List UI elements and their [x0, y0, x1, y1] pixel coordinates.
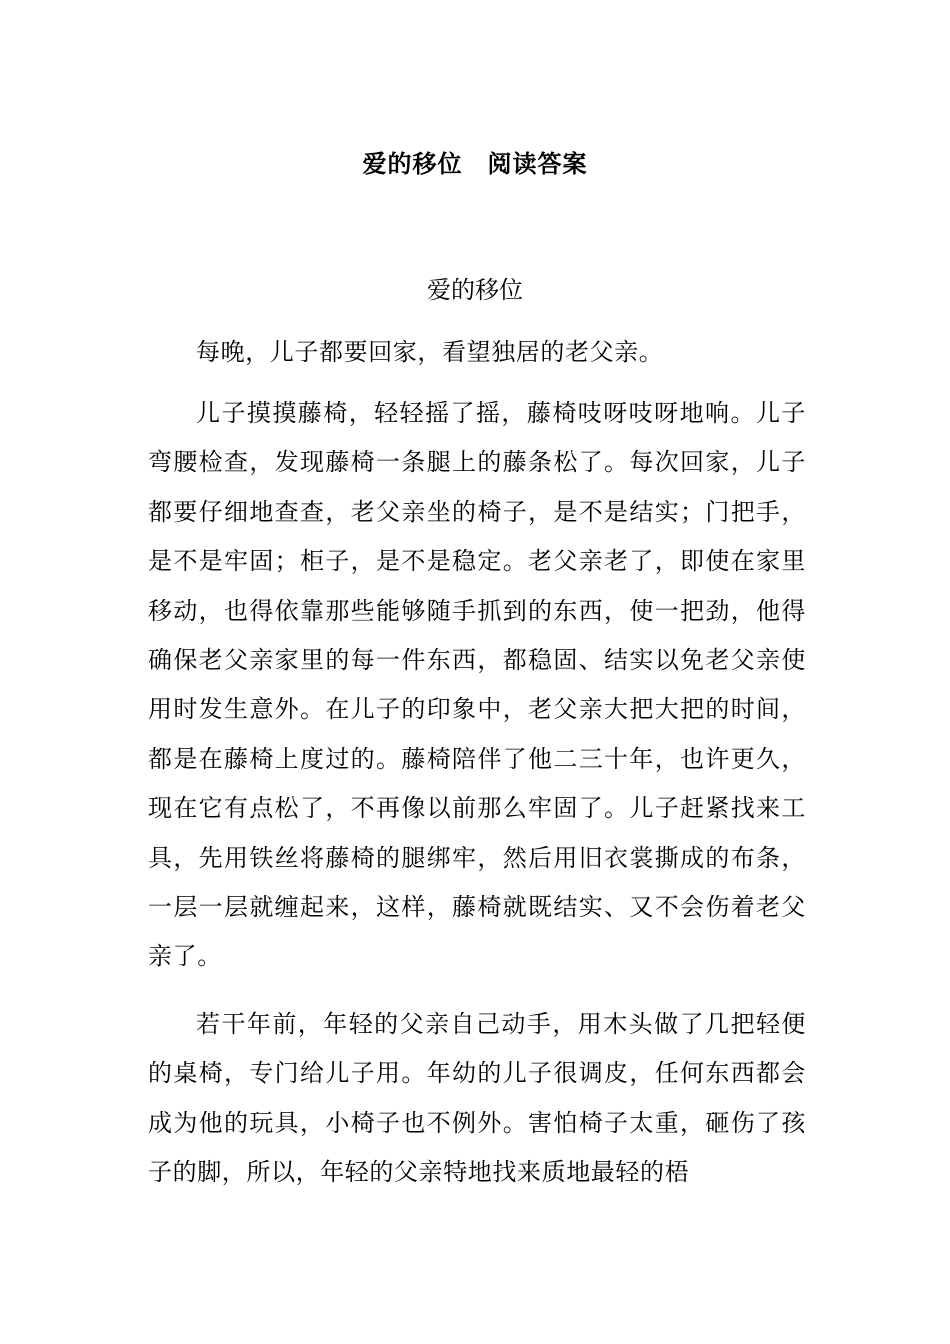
article-title: 爱的移位	[427, 276, 523, 304]
paragraph-2: 儿子摸摸藤椅，轻轻摇了摇，藤椅吱呀吱呀地响。儿子弯腰检查，发现藤椅一条腿上的藤条松了。每次回家，儿子都要仔细地查查，老父亲坐的椅子，是不是结实；门把手，是不是牢固；柜子，是不是稳定。老父亲老了，即使在家里移动，也得依靠那些能够随手抓到的东西，使一把劲，他得确保老父亲家里的每一件东西，都稳固、结实以免老父亲使用时发生意外。在儿子的印象中，老父亲大把大把的时间，都是在藤椅上度过的。藤椅陪伴了他二三十年，也许更久，现在它有点松了，不再像以前那么牢固了。儿子赶紧找来工具，先用铁丝将藤椅的腿绑牢，然后用旧衣裳撕成的布条，一层一层就缠起来，这样，藤椅就既结实、又不会伤着老父亲了。	[148, 399, 806, 971]
paragraph-1: 每晚，儿子都要回家，看望独居的老父亲。	[196, 338, 664, 366]
document-title: 爱的移位 阅读答案	[362, 150, 588, 178]
paragraph-3: 若干年前，年轻的父亲自己动手，用木头做了几把轻便的桌椅，专门给儿子用。年幼的儿子很调皮，任何东西都会成为他的玩具，小椅子也不例外。害怕椅子太重，砸伤了孩子的脚，所以，年轻的父亲特地找来质地最轻的梧	[148, 1010, 806, 1187]
